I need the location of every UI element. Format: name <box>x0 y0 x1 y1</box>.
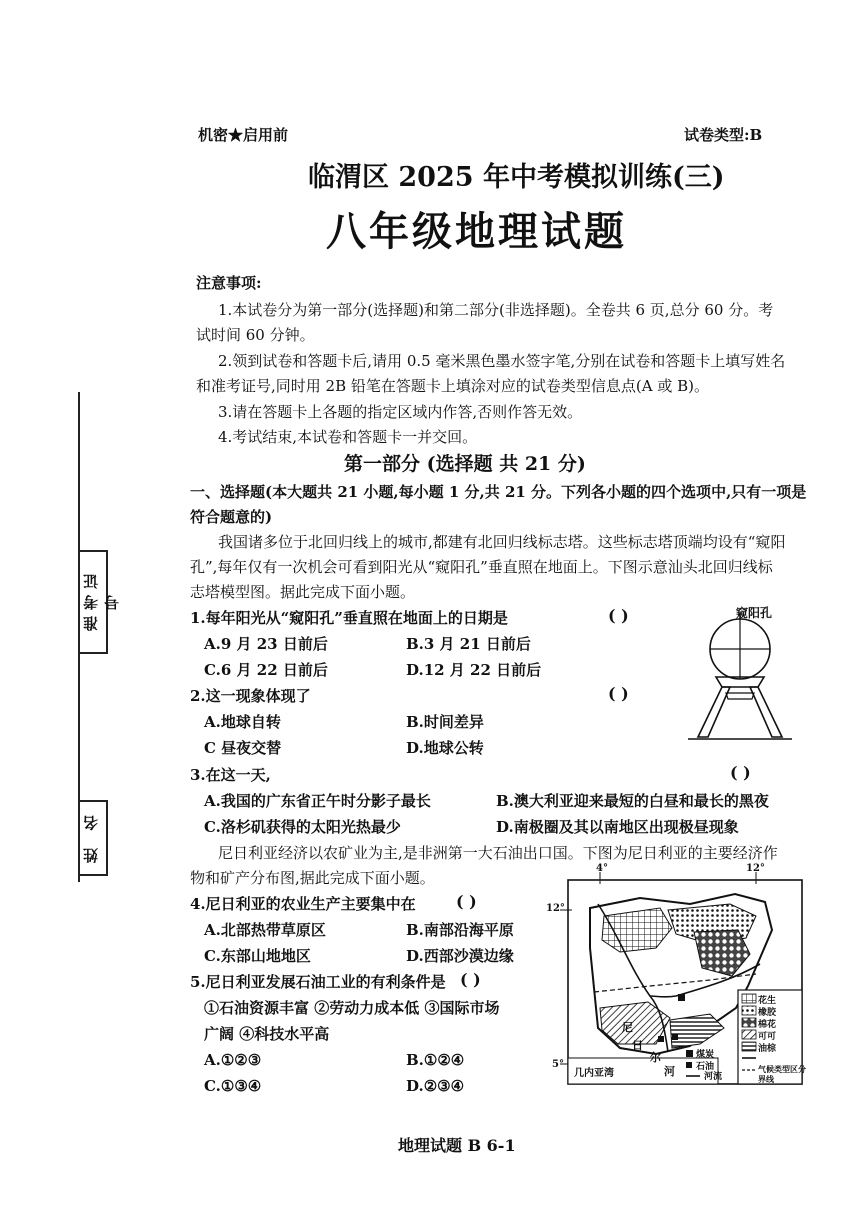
passage1-line3: 志塔模型图。据此完成下面小题。 <box>190 583 416 601</box>
q5-answer-paren: ( ) <box>460 970 481 989</box>
map-lat-top: 12° <box>546 903 565 914</box>
notice-item1-b: 试时间 60 分钟。 <box>196 326 315 344</box>
q2-answer-paren: ( ) <box>608 684 629 703</box>
legend-cocoa: 可可 <box>758 1032 777 1042</box>
map-country-char3: 尔 <box>650 1051 661 1064</box>
legend-oil: 石油 <box>696 1062 715 1072</box>
q1-option-c: C.6 月 22 日前后 <box>204 661 328 679</box>
q4-option-b: B.南部沿海平原 <box>406 921 514 939</box>
q5-option-d: D.②③④ <box>406 1077 465 1095</box>
coal-symbol <box>678 994 685 1001</box>
q5-conditions-b: 广阔 ④科技水平高 <box>204 1025 330 1043</box>
legend-oil-palm: 油棕 <box>758 1044 777 1054</box>
q1-option-a: A.9 月 23 日前后 <box>204 635 328 653</box>
map-lon-left: 4° <box>596 863 608 874</box>
notice-item3: 3.请在答题卡上各题的指定区域内作答,否则作答无效。 <box>218 403 583 421</box>
part1-heading: 第一部分 (选择题 共 21 分) <box>344 453 586 475</box>
name-label: 姓 名 <box>82 809 100 863</box>
notice-heading: 注意事项: <box>196 274 262 292</box>
q2-option-d: D.地球公转 <box>406 739 484 757</box>
passage1-line2: 孔”,每年仅有一次机会可看到阳光从“窥阳孔”垂直照在地面上。下图示意汕头北回归线标 <box>190 558 773 576</box>
q1-answer-paren: ( ) <box>608 606 629 625</box>
q3-option-a: A.我国的广东省正午时分影子最长 <box>204 792 431 810</box>
paper-type: 试卷类型:B <box>684 126 763 144</box>
q4-stem: 4.尼日利亚的农业生产主要集中在 <box>190 895 416 913</box>
tropic-tower-figure <box>686 603 794 748</box>
passage1-line1: 我国诸多位于北回归线上的城市,都建有北回归线标志塔。这些标志塔顶端均设有“窥阳 <box>218 533 786 551</box>
q2-option-a: A.地球自转 <box>204 713 281 731</box>
nigeria-map-figure <box>560 868 810 1088</box>
notice-item2-b: 和准考证号,同时用 2B 铅笔在答题卡上填涂对应的试卷类型信息点(A 或 B)。 <box>196 377 709 395</box>
exam-id-label: 准考证号 <box>82 568 121 632</box>
q3-stem: 3.在这一天, <box>190 766 271 784</box>
q5-stem: 5.尼日利亚发展石油工业的有利条件是 <box>190 973 446 991</box>
q1-option-b: B.3 月 21 日前后 <box>406 635 531 653</box>
legend-rubber: 橡胶 <box>758 1008 777 1018</box>
oil-symbol-2 <box>672 1034 678 1040</box>
passage2-line2: 物和矿产分布图,据此完成下面小题。 <box>190 869 435 887</box>
q4-option-a: A.北部热带草原区 <box>204 921 326 939</box>
q1-stem: 1.每年阳光从“窥阳孔”垂直照在地面上的日期是 <box>190 609 508 627</box>
map-country-char2: 日 <box>632 1039 643 1052</box>
map-lon-right: 12° <box>746 863 765 874</box>
q2-option-c: C 昼夜交替 <box>204 739 282 757</box>
sun-hole-label: 窥阳孔 <box>736 606 773 620</box>
confidential-mark: 机密★启用前 <box>198 126 289 144</box>
q4-option-c: C.东部山地地区 <box>204 947 311 965</box>
map-sea-label: 几内亚湾 <box>574 1068 614 1079</box>
passage2-line1: 尼日利亚经济以农矿业为主,是非洲第一大石油出口国。下图为尼日利亚的主要经济作 <box>218 844 778 862</box>
oil-symbol <box>658 1036 664 1042</box>
legend-river: 河流 <box>704 1072 723 1082</box>
q3-option-c: C.洛杉矶获得的太阳光热最少 <box>204 818 401 836</box>
legend-climate-boundary: 气候类型区分界线 <box>758 1064 806 1084</box>
map-country-char4: 河 <box>664 1065 675 1078</box>
part1-instructions-b: 符合题意的) <box>190 508 273 526</box>
notice-item4: 4.考试结束,本试卷和答题卡一并交回。 <box>218 428 478 446</box>
page-footer: 地理试题 B 6-1 <box>398 1136 516 1155</box>
q4-answer-paren: ( ) <box>456 892 477 911</box>
q3-option-d: D.南极圈及其以南地区出现极昼现象 <box>496 818 739 836</box>
map-lat-bottom: 5° <box>552 1059 564 1070</box>
legend-cotton: 棉花 <box>758 1020 777 1030</box>
q4-option-d: D.西部沙漠边缘 <box>406 947 514 965</box>
q5-conditions-a: ①石油资源丰富 ②劳动力成本低 ③国际市场 <box>204 999 500 1017</box>
notice-item2-a: 2.领到试卷和答题卡后,请用 0.5 毫米黑色墨水签字笔,分别在试卷和答题卡上填写姓名 <box>218 352 786 370</box>
notice-item1-a: 1.本试卷分为第一部分(选择题)和第二部分(非选择题)。全卷共 6 页,总分 60 分。考 <box>218 301 774 319</box>
q1-option-d: D.12 月 22 日前后 <box>406 661 542 679</box>
q3-option-b: B.澳大利亚迎来最短的白昼和最长的黑夜 <box>496 792 769 810</box>
q2-option-b: B.时间差异 <box>406 713 484 731</box>
q5-option-c: C.①③④ <box>204 1077 262 1095</box>
legend-peanut: 花生 <box>758 996 777 1006</box>
q2-stem: 2.这一现象体现了 <box>190 687 311 705</box>
map-country-char1: 尼 <box>622 1021 633 1034</box>
legend-coal: 煤炭 <box>696 1050 715 1060</box>
q5-option-b: B.①②④ <box>406 1051 465 1069</box>
exam-title: 临渭区 2025 年中考模拟训练(三) <box>308 162 725 193</box>
q3-answer-paren: ( ) <box>730 763 751 782</box>
q5-option-a: A.①②③ <box>204 1051 262 1069</box>
exam-subtitle: 八年级地理试题 <box>326 208 627 255</box>
part1-instructions-a: 一、选择题(本大题共 21 小题,每小题 1 分,共 21 分。下列各小题的四个选项中,只有一项是 <box>190 483 807 501</box>
